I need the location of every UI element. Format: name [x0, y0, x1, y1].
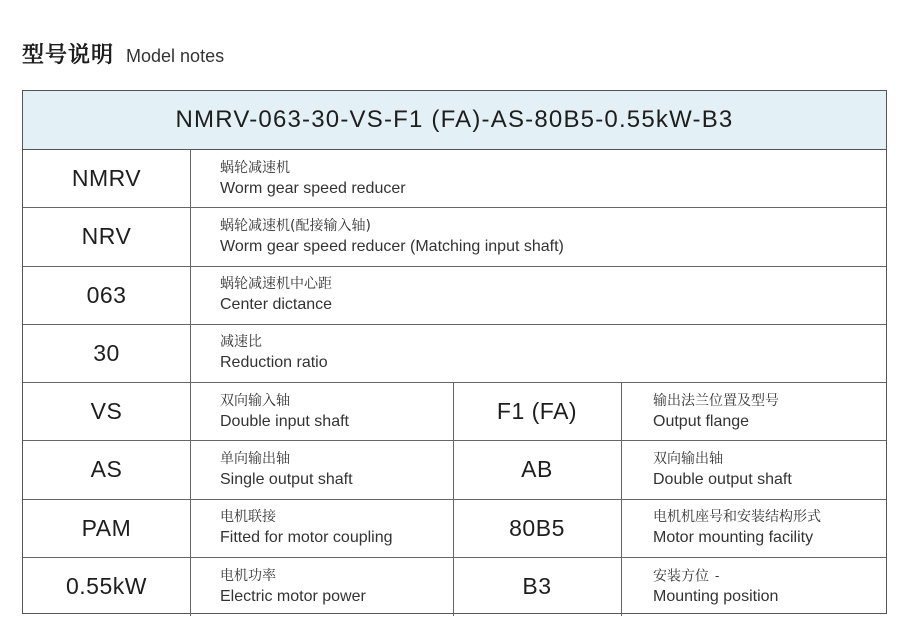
table-row	[23, 150, 886, 208]
description-cn: 双向输入轴	[220, 392, 290, 409]
model-code-row	[23, 91, 886, 150]
description-cn: 电机联接	[220, 509, 276, 526]
model-code: NMRV-063-30-VS-F1 (FA)-AS-80B5-0.55kW-B3	[175, 106, 734, 133]
table-row	[23, 267, 886, 325]
description-en: Fitted for motor coupling	[220, 529, 393, 547]
description-cn: 蜗轮减速机	[220, 159, 290, 176]
row-code: F1 (FA)	[496, 398, 578, 425]
description-en: Worm gear speed reducer (Matching input shaft)	[220, 237, 564, 255]
row-code: 80B5	[509, 514, 565, 541]
description-cn: 单向输出轴	[220, 450, 290, 467]
description-cn-wrap	[653, 567, 886, 587]
table-row	[23, 441, 886, 499]
description-en: Mounting position	[653, 588, 779, 606]
description-en: Double input shaft	[220, 412, 349, 430]
table-row	[23, 208, 886, 266]
row-description	[621, 500, 886, 557]
row-code: AS	[90, 456, 123, 483]
row-code: NRV	[81, 223, 132, 250]
row-description	[190, 558, 453, 616]
row-code: 30	[93, 339, 120, 366]
table-row	[23, 383, 886, 441]
row-description	[190, 267, 886, 324]
description-cn: 蜗轮减速机中心距	[220, 276, 332, 293]
description-en: Reduction ratio	[220, 354, 328, 372]
description-cn: 安装方位	[653, 568, 709, 585]
row-description	[621, 441, 886, 498]
description-en: Output flange	[653, 412, 750, 430]
heading-title-cn: 型号说明	[22, 43, 115, 68]
description-cn: 减速比	[220, 334, 262, 351]
row-code: NMRV	[71, 165, 142, 192]
row-code: PAM	[81, 514, 132, 541]
mark-text: -	[715, 568, 720, 583]
description-cn: 电机功率	[220, 567, 276, 584]
row-code: AB	[521, 456, 553, 483]
row-description	[190, 383, 453, 440]
heading-title-en: Model notes	[126, 46, 225, 66]
model-notes-table	[22, 90, 887, 614]
row-code: 0.55kW	[66, 573, 147, 600]
row-description	[190, 208, 886, 265]
description-cn: 双向输出轴	[653, 450, 723, 467]
row-code: 063	[86, 281, 127, 308]
table-row	[23, 558, 886, 616]
row-description	[190, 441, 453, 498]
description-en: Electric motor power	[220, 587, 366, 605]
row-description	[190, 500, 453, 557]
row-code: B3	[522, 573, 552, 600]
description-en: Motor mounting facility	[653, 529, 814, 547]
row-description	[621, 558, 886, 616]
table-row	[23, 500, 886, 558]
description-en: Center dictance	[220, 296, 333, 314]
row-code: VS	[90, 398, 123, 425]
description-cn: 输出法兰位置及型号	[653, 392, 779, 409]
description-cn: 蜗轮减速机(配接输入轴)	[220, 217, 371, 234]
row-description	[621, 383, 886, 440]
description-cn: 电机机座号和安装结构形式	[653, 509, 821, 526]
table-row	[23, 325, 886, 383]
row-description	[190, 150, 886, 207]
description-en: Worm gear speed reducer	[220, 179, 406, 197]
page-heading	[22, 38, 224, 69]
description-en: Single output shaft	[220, 470, 353, 488]
row-description	[190, 325, 886, 382]
description-en: Double output shaft	[653, 470, 792, 488]
